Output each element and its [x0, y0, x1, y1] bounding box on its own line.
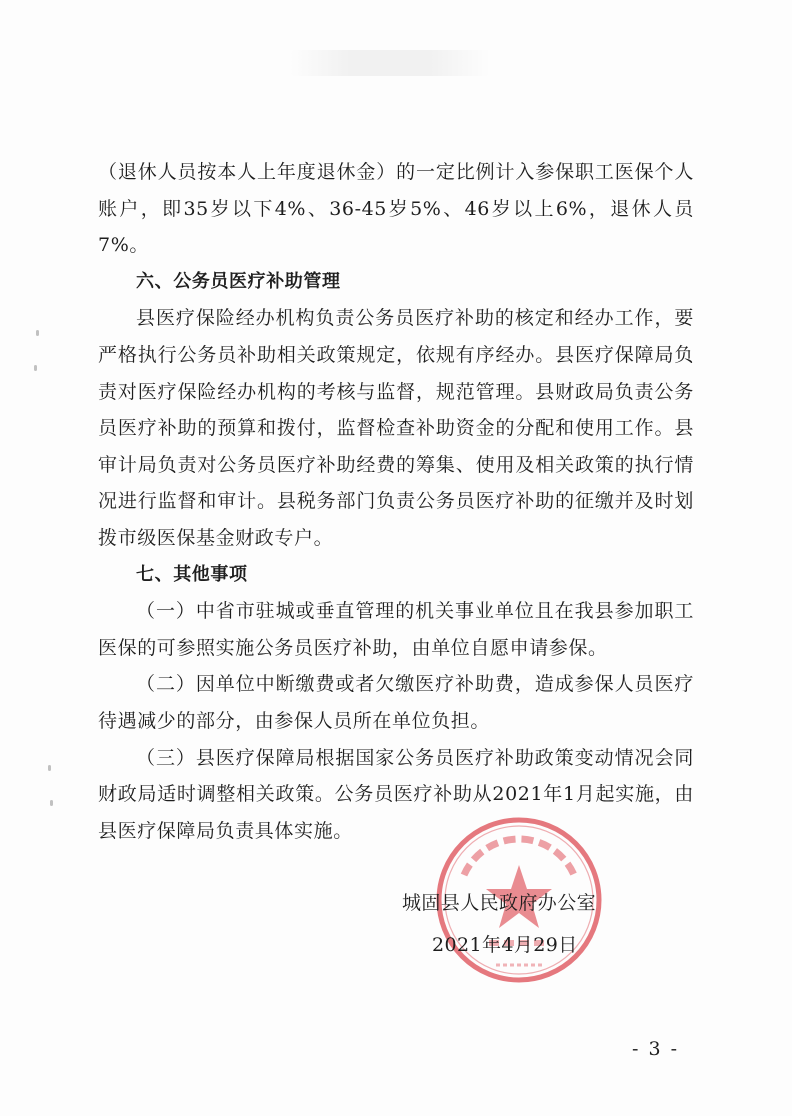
scan-speck: [48, 765, 51, 771]
faded-header-mark: [290, 50, 490, 76]
paragraph-item-1: （一）中省市驻城或垂直管理的机关事业单位且在我县参加职工医保的可参照实施公务员医疗补助，由单位自愿申请参保。: [98, 600, 694, 659]
paragraph-item-2: （二）因单位中断缴费或者欠缴医疗补助费，造成参保人员医疗待遇减少的部分，由参保人员所在单位负担。: [98, 673, 694, 732]
scan-speck: [34, 365, 37, 371]
issue-date: 2021年4月29日: [432, 934, 578, 956]
document-body: [98, 154, 694, 849]
paragraph-section-6: 县医疗保险经办机构负责公务员医疗补助的核定和经办工作，要严格执行公务员补助相关政策规定，依规有序经办。县医疗保障局负责对医疗保险经办机构的考核与监督，规范管理。县财政局负责公务员医疗补助的预算和拨付，监督检查补助资金的分配和使用工作。县审计局负责对公务员医疗补助经费的筹集、使用及相关政策的执行情况进行监督和审计。县税务部门负责公务员医疗补助的征缴并及时划拨市级医保基金财政专户。: [98, 307, 694, 549]
section-heading-6: 六、公务员医疗补助管理: [136, 270, 341, 292]
paragraph-item-3: （三）县医疗保障局根据国家公务员医疗补助政策变动情况会同财政局适时调整相关政策。公务员医疗补助从2021年1月起实施，由县医疗保障局负责具体实施。: [98, 746, 694, 842]
issuing-organization: 城固县人民政府办公室: [402, 892, 597, 914]
page-number: - 3 -: [632, 1038, 680, 1060]
section-heading-7: 七、其他事项: [136, 563, 248, 585]
scan-speck: [50, 800, 53, 806]
paragraph-continuation: （退休人员按本人上年度退休金）的一定比例计入参保职工医保个人账户，即35岁以下4%、36-45岁5%、46岁以上6%，退休人员7%。: [98, 161, 694, 257]
scan-speck: [36, 330, 39, 336]
